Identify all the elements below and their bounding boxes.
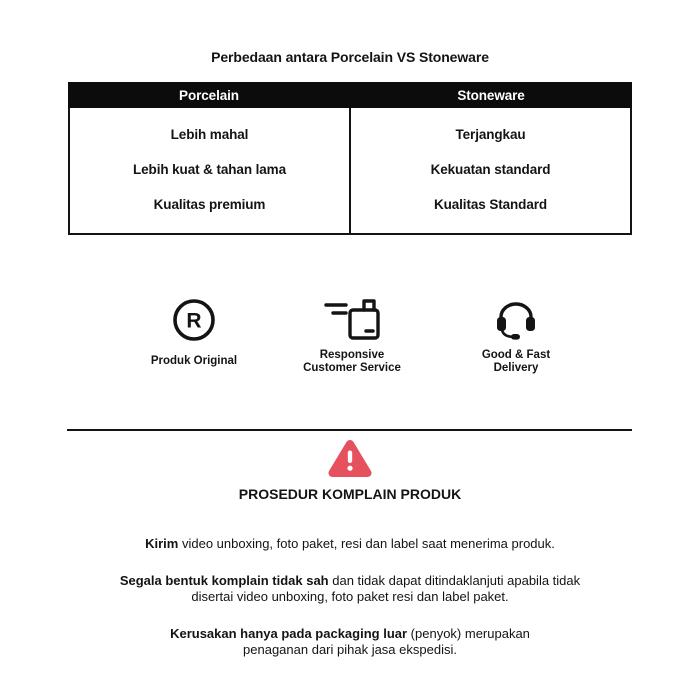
table-cell: Lebih kuat & tahan lama <box>133 162 286 177</box>
feature-label-line: Customer Service <box>303 362 401 374</box>
complaint-title: PROSEDUR KOMPLAIN PRODUK <box>238 486 462 502</box>
table-cell: Kekuatan standard <box>430 162 551 177</box>
paragraph-rest-text: (penyok) merupakan penaganan dari pihak jasa ekspedisi. <box>243 626 530 657</box>
paragraph-lead-text: Kirim <box>145 536 179 551</box>
registered-trademark-icon <box>171 296 217 344</box>
table-cell: Kualitas Standard <box>433 197 548 212</box>
headset-icon <box>494 296 538 344</box>
feature-label-line: Produk Original <box>150 355 238 368</box>
comparison-table <box>68 82 632 235</box>
table-column-stoneware <box>349 108 630 233</box>
feature-label <box>482 348 550 376</box>
feature-label-line: Delivery <box>493 362 539 374</box>
table-cell: Lebih mahal <box>170 127 249 142</box>
table-header-stoneware: Stoneware <box>457 88 525 103</box>
paragraph-lead-text: Segala bentuk komplain tidak sah <box>119 573 329 588</box>
feature-label <box>151 348 237 376</box>
complaint-paragraph <box>160 626 540 657</box>
table-header-row <box>68 82 632 108</box>
complaint-paragraph <box>110 573 590 604</box>
paragraph-rest-text: video unboxing, foto paket, resi dan label saat menerima produk. <box>178 536 555 551</box>
table-header-porcelain: Porcelain <box>179 88 239 103</box>
complaint-paragraph <box>0 536 700 552</box>
warning-triangle-icon <box>327 437 373 479</box>
feature-label-line: Responsive <box>319 348 385 361</box>
table-cell: Kualitas premium <box>153 197 266 212</box>
section-divider <box>67 429 632 431</box>
feature-label <box>303 348 401 376</box>
svg-text:R: R <box>186 309 202 333</box>
features-row <box>0 296 700 378</box>
shipping-box-icon <box>323 296 381 344</box>
table-body <box>68 108 632 235</box>
table-column-porcelain <box>70 108 349 233</box>
feature-responsive-customer-service <box>267 296 437 376</box>
paragraph-lead-text: Kerusakan hanya pada packaging luar <box>170 626 408 641</box>
feature-label-line: Good & Fast <box>481 348 551 361</box>
paragraph-rest-text: dan tidak dapat ditindaklanjuti apabila tidak disertai video unboxing, foto paket resi dan label paket. <box>191 573 581 604</box>
page-title: Perbedaan antara Porcelain VS Stoneware <box>211 49 489 65</box>
feature-good-fast-delivery <box>431 296 601 376</box>
table-cell: Terjangkau <box>455 127 526 142</box>
feature-produk-original <box>109 296 279 376</box>
